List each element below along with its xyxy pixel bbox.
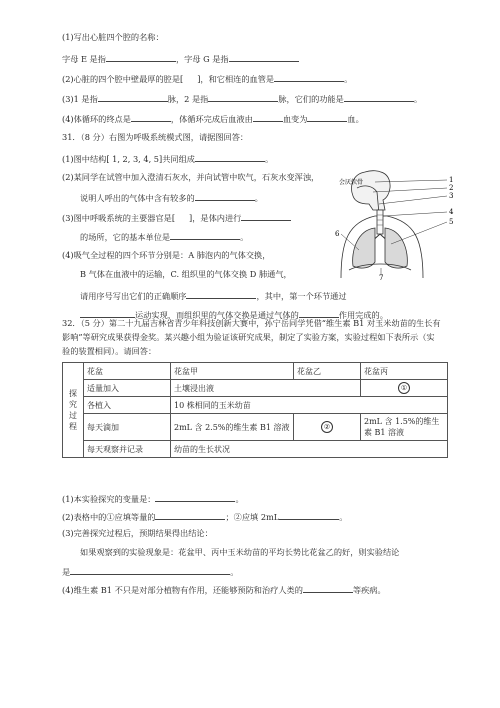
fig-num: 6 (335, 230, 340, 238)
table-cell: 土壤浸出液 (171, 380, 361, 397)
q31-line7: B 气体在血液中的运输，C. 组织里的气体交换 D 肺通气， (80, 269, 292, 279)
answer-blank[interactable] (155, 492, 235, 502)
q31-text: 说明人呼出的气体中含有较多的 (80, 193, 195, 203)
q32-answer1: (1)本实验探究的变量是： 。 (62, 494, 244, 504)
q31-line1: (1)图中结构[ 1, 2, 3, 4, 5]共同组成 。 (62, 154, 274, 164)
q32-answer6 (62, 583, 386, 596)
table-cell-blank (294, 414, 361, 441)
q31-line3: 说明人呼出的气体中含有较多的 。 (80, 193, 263, 203)
q32-text: (4)维生素 B1 不只是对部分植物有作用，还能够预防和治疗人类的 (62, 585, 303, 595)
q31-text: 的场所，它的基本单位是 (80, 232, 171, 242)
table-cell: 2mL 含 1.5%的维生素 B1 溶液 (361, 414, 448, 441)
table-cell: 幼苗的生长状况 (171, 441, 448, 458)
q32-answer3: (3)完善探究过程后，预期结果得出结论： (62, 528, 213, 538)
fig-num: 5 (449, 218, 454, 226)
q30-line5 (62, 112, 364, 125)
answer-blank[interactable] (155, 510, 225, 520)
respiratory-system-figure (335, 170, 475, 280)
table-cell-blank (361, 380, 448, 397)
answer-blank[interactable] (170, 230, 240, 240)
answer-blank[interactable] (208, 92, 278, 102)
q31-line2: (2)某同学在试管中加入澄清石灰水，并向试管中吹气，石灰水变浑浊， (62, 172, 320, 182)
q31-line4 (62, 211, 291, 224)
answer-blank[interactable] (303, 583, 353, 593)
answer-blank[interactable] (344, 92, 414, 102)
answer-blank[interactable] (229, 52, 299, 62)
fig-num: 3 (449, 192, 454, 200)
answer-blank[interactable] (106, 52, 176, 62)
q31-line5: 的场所，它的基本单位是 。 (80, 232, 249, 242)
answer-blank[interactable] (98, 92, 168, 102)
fig-num: 7 (379, 274, 384, 280)
q32-text: 等疾病。 (352, 585, 386, 595)
table-row-label: 各植入 (84, 397, 171, 414)
answer-blank[interactable] (299, 308, 339, 318)
q30-line4: (3)1 是指 脉，2 是指 脉，它们的功能是 。 (62, 94, 423, 104)
q30-text: 脉，它们的功能是 (278, 94, 344, 104)
q31-text: (1)图中结构[ 1, 2, 3, 4, 5]共同组成 (62, 154, 195, 164)
q31-line8 (80, 289, 347, 302)
q30-text: ]，和它相连的血管是 (197, 74, 275, 84)
q32-answer2: (2)表格中的①应填等量的 ；②应填 2mL 。 (62, 512, 348, 522)
q30-text: ，体循环完成后血液由 (170, 114, 253, 124)
q32-answer4: 如果观察到的实验现象是：花盆甲、丙中玉米幼苗的平均长势比花盆乙的好，则实验结论 (80, 547, 400, 557)
answer-blank[interactable] (241, 211, 291, 221)
q30-line3: (2)心脏的四个腔中壁最厚的腔是[ ]，和它相连的血管是 。 (62, 74, 353, 84)
q32-text: ；②应填 2mL (225, 512, 280, 522)
q31-text: ]，是体内进行 (189, 213, 242, 223)
q32-answer5: 是 。 (62, 567, 239, 577)
q31-text: 作用完成的。 (338, 310, 388, 320)
q30-text: 血变为 (282, 114, 308, 124)
q31-text: 请用序号写出它们的正确顺序 (80, 291, 187, 301)
table-header: 花盆甲 (171, 363, 294, 380)
circled-number: ② (321, 421, 333, 433)
fig-label-epiglottis: 会厌软骨 (339, 179, 364, 186)
answer-blank[interactable] (131, 112, 171, 122)
q32-text: 是 (62, 567, 71, 577)
answer-blank[interactable] (279, 510, 339, 520)
q30-line1: (1)写出心脏四个腔的名称： (62, 32, 164, 42)
q30-text: ，字母 G 是指 (175, 54, 229, 64)
q32-title: 32．（5 分）第二十九届吉林省青少年科技创新大赛中，孙宁岳同学凭借“维生素 B1 对玉米幼苗的生长有 (62, 318, 441, 328)
q30-text: (2)心脏的四个腔中壁最厚的腔是[ (62, 74, 184, 84)
table-header: 花盆 (84, 363, 171, 380)
q30-text: (4)体循环的终点是 (62, 114, 131, 124)
q31-line6: (4)吸气全过程的四个环节分别是：A 肺泡内的气体交换， (62, 250, 271, 260)
fig-num: 1 (449, 176, 454, 184)
q30-text: 脉，2 是指 (167, 94, 209, 104)
answer-blank[interactable] (80, 308, 135, 318)
answer-blank[interactable] (307, 112, 347, 122)
q31-text: 运动实现，而组织里的气体交换是通过气体的 (135, 310, 299, 320)
answer-blank[interactable] (253, 112, 283, 122)
q31-text: (3)图中呼吸系统的主要器官是[ (62, 213, 176, 223)
q30-text: 字母 E 是指 (62, 54, 106, 64)
q30-text: (3)1 是指 (62, 94, 98, 104)
answer-blank[interactable] (274, 72, 344, 82)
table-row-label: 每天滴加 (84, 414, 171, 441)
fig-num: 2 (449, 184, 454, 192)
table-side-label: 探究过程 (63, 363, 84, 458)
answer-blank[interactable] (195, 152, 265, 162)
q32-title-3: 验的装置相同）。请回答： (62, 346, 157, 356)
answer-blank[interactable] (70, 565, 230, 575)
table-cell: 10 株相同的玉米幼苗 (171, 397, 448, 414)
fig-num: 4 (449, 208, 454, 216)
table-header: 花盆乙 (294, 363, 361, 380)
q32-text: (2)表格中的①应填等量的 (62, 512, 156, 522)
answer-blank[interactable] (195, 191, 255, 201)
q30-text: 血。 (347, 114, 364, 124)
table-row-label: 每天观察并记录 (84, 441, 171, 458)
q32-title-2: 影响”等研究成果获得金奖。某兴趣小组为验证该研究成果，制定了实验方案，实验过程如下表所示（实 (62, 332, 435, 342)
table-header: 花盆丙 (361, 363, 448, 380)
circled-number: ① (398, 382, 410, 394)
q32-text: (1)本实验探究的变量是： (62, 494, 156, 504)
q30-line2 (62, 52, 299, 65)
answer-blank[interactable] (186, 289, 256, 299)
experiment-table (62, 362, 448, 458)
q31-title: 31．（8 分）右图为呼吸系统模式图，请据图回答： (62, 132, 249, 142)
table-row-label: 适量加入 (84, 380, 171, 397)
table-cell: 2mL 含 2.5%的维生素 B1 溶液 (171, 414, 294, 441)
q31-text: ，其中，第一个环节通过 (256, 291, 347, 301)
